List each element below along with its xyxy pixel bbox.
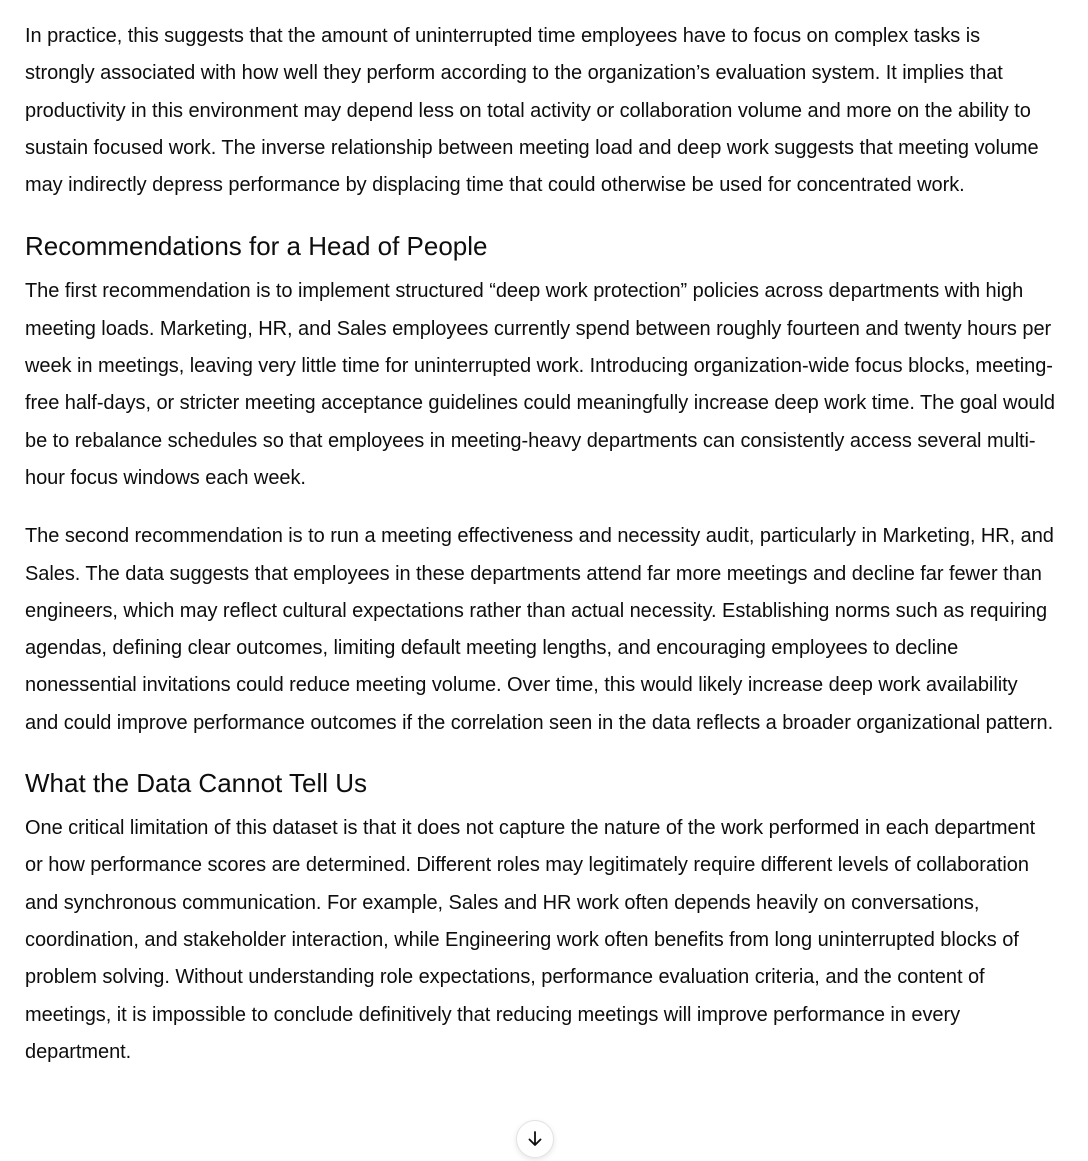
recommendation-paragraph-2: The second recommendation is to run a meeting effectiveness and necessity audit, particularly in Marketing, HR, and Sales. The data suggests that employees in these departments attend far more meetings and decline far fewer than engineers, which may reflect cultural expectations rather than actual necessity. Establishing norms such as requiring agendas, defining clear outcomes, limiting default meeting lengths, and encouraging employees to decline nonessential invitations could reduce meeting volume. Over time, this would likely increase deep work availability and could improve performance outcomes if the correlation seen in the data reflects a broader organizational pattern. bbox=[25, 525, 1054, 734]
limitations-paragraph: One critical limitation of this dataset is that it does not capture the nature of the work performed in each department or how performance scores are determined. Different roles may legitimately require different levels of collaboration and synchronous communication. For example, Sales and HR work often depends heavily on conversations, coordination, and stakeholder interaction, while Engineering work often benefits from long uninterrupted blocks of problem solving. Without understanding role expectations, performance evaluation criteria, and the content of meetings, it is impossible to conclude definitively that reducing meetings will improve performance in every department. bbox=[25, 817, 1036, 1063]
limitations-heading: What the Data Cannot Tell Us bbox=[25, 768, 368, 799]
message-content bbox=[25, 18, 1055, 1071]
intro-paragraph: In practice, this suggests that the amount of uninterrupted time employees have to focus on complex tasks is strongly associated with how well they perform according to the organization’s evaluation system. It implies that productivity in this environment may depend less on total activity or collaboration volume and more on the ability to sustain focused work. The inverse relationship between meeting load and deep work suggests that meeting volume may indirectly depress performance by displacing time that could otherwise be used for concentrated work. bbox=[25, 25, 1039, 197]
recommendations-heading: Recommendations for a Head of People bbox=[25, 231, 488, 262]
arrow-down-icon bbox=[525, 1129, 545, 1149]
recommendation-paragraph-1: The first recommendation is to implement structured “deep work protection” policies across departments with high meeting loads. Marketing, HR, and Sales employees currently spend between roughly fourteen and twenty hours per week in meetings, leaving very little time for uninterrupted work. Introducing organization-wide focus blocks, meeting-free half-days, or stricter meeting acceptance guidelines could meaningfully increase deep work time. The goal would be to rebalance schedules so that employees in meeting-heavy departments can consistently access several multi-hour focus windows each week. bbox=[25, 280, 1055, 489]
scroll-to-bottom-button[interactable] bbox=[516, 1120, 554, 1158]
